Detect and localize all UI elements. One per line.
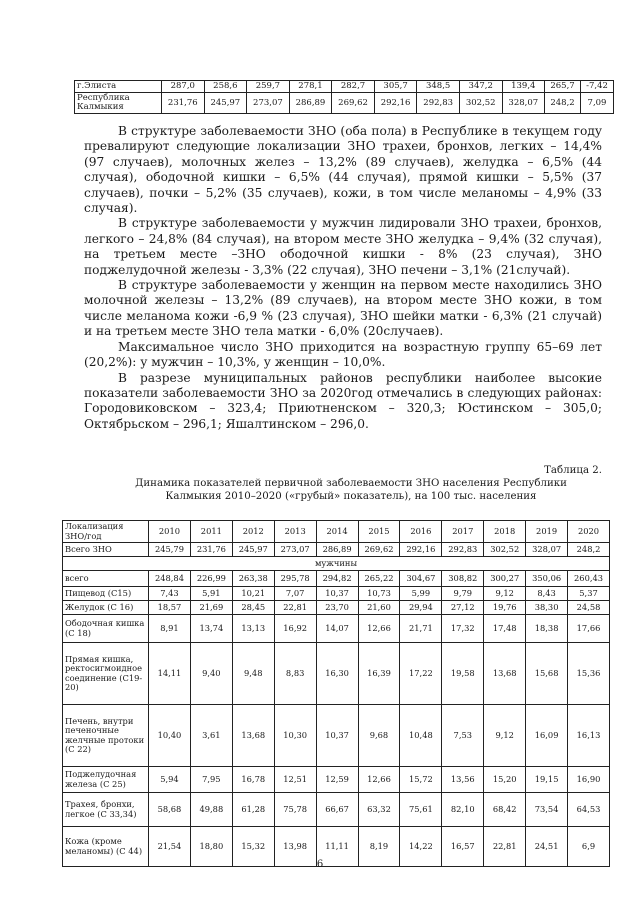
table-cell: 9,79 [442, 587, 484, 601]
table-cell: 9,12 [484, 705, 526, 767]
table-cell: 49,88 [190, 793, 232, 827]
body-text [84, 124, 602, 432]
table-row [63, 793, 610, 827]
paragraph: В разрезе муниципальных районов республики наиболее высокие показатели заболеваемости ЗНО за 2020год отмечались в следующих районах: Городовиковском – 323,4; Приютненском – 320,3; Юстинском – 305,0; Октябрьском – 296,1; Яшалтинском – 296,0. [84, 370, 602, 431]
table-cell: 292,83 [442, 543, 484, 557]
table-cell: 17,66 [568, 615, 610, 643]
page-number: 6 [316, 859, 324, 870]
table-cell: 295,78 [274, 571, 316, 587]
table-cell: 16,90 [568, 767, 610, 793]
table-row [63, 571, 610, 587]
table-cell: 21,69 [190, 601, 232, 615]
table-cell: 61,28 [232, 793, 274, 827]
paragraph: В структуре заболеваемости у женщин на первом месте находились ЗНО молочной железы – 13,2% (89 случаев), на втором месте ЗНО кожи, в том числе меланома кожи -6,9 % (23 случая), ЗНО шейки матки - 6,3% (21 случай) и на третьем месте ЗНО тела матки - 6,0% (20случаев). [84, 278, 602, 339]
table-cell: 269,62 [358, 543, 400, 557]
table-cell: 16,92 [274, 615, 316, 643]
row-label: Поджелудочная железа (С 25) [63, 767, 149, 793]
table-cell: 9,68 [358, 705, 400, 767]
table-cell: 21,71 [400, 615, 442, 643]
table-cell: 7,43 [149, 587, 191, 601]
table-cell: 66,67 [316, 793, 358, 827]
table-cell: 16,09 [526, 705, 568, 767]
top-table [74, 80, 614, 114]
table-cell: 231,76 [162, 93, 205, 114]
year-header: 2014 [316, 521, 358, 543]
table-cell: 63,32 [358, 793, 400, 827]
table-cell: 8,43 [526, 587, 568, 601]
table-row [63, 587, 610, 601]
table-cell: 29,94 [400, 601, 442, 615]
row-label: г.Элиста [75, 81, 162, 93]
table-cell: 226,99 [190, 571, 232, 587]
header-row [63, 521, 610, 543]
row-label: Печень, внутри печеночные желчные протоки (С 22) [63, 705, 149, 767]
table-cell: 139,4 [502, 81, 545, 93]
row-label: Желудок (С 16) [63, 601, 149, 615]
table-cell: 231,76 [190, 543, 232, 557]
year-header: 2012 [232, 521, 274, 543]
table-cell: 16,78 [232, 767, 274, 793]
table-cell: 265,7 [545, 81, 581, 93]
table-cell: 282,7 [332, 81, 375, 93]
table-cell: 15,20 [484, 767, 526, 793]
paragraph: Максимальное число ЗНО приходится на возрастную группу 65–69 лет (20,2%): у мужчин – 10,3%, у женщин – 10,0%. [84, 339, 602, 370]
table-cell: 22,81 [484, 827, 526, 867]
table-cell: 13,68 [484, 643, 526, 705]
table-caption [100, 464, 602, 503]
table-cell: 292,16 [374, 93, 417, 114]
table-row [63, 643, 610, 705]
table-cell: 6,9 [568, 827, 610, 867]
table-cell: 16,13 [568, 705, 610, 767]
table-cell: 10,37 [316, 587, 358, 601]
table-cell: 23,70 [316, 601, 358, 615]
table-cell: 8,91 [149, 615, 191, 643]
table-cell: 75,61 [400, 793, 442, 827]
table-cell: 245,97 [232, 543, 274, 557]
paragraph: В структуре заболеваемости ЗНО (оба пола) в Республике в текущем году превалируют следующие локализации ЗНО трахеи, бронхов, легких – 14,4% (97 случаев), молочных желез – 13,2% (89 случаев), желудка – 6,5% (44 случая), ободочной кишки – 6,5% (44 случая), прямой кишки – 5,5% (37 случаев), почки – 5,2% (35 случаев), кожи, в том числе меланомы – 4,9% (33 случая). [84, 124, 602, 216]
table-cell: 304,67 [400, 571, 442, 587]
table-cell: 68,42 [484, 793, 526, 827]
table-cell: 64,53 [568, 793, 610, 827]
table-cell: 28,45 [232, 601, 274, 615]
table-cell: 16,39 [358, 643, 400, 705]
table-cell: 21,54 [149, 827, 191, 867]
table-cell: 10,40 [149, 705, 191, 767]
row-label: Республика Калмыкия [75, 93, 162, 114]
table-cell: 300,27 [484, 571, 526, 587]
total-row [63, 543, 610, 557]
table-cell: 13,13 [232, 615, 274, 643]
table-cell: 13,98 [274, 827, 316, 867]
table-row [63, 615, 610, 643]
table-cell: 245,97 [204, 93, 247, 114]
table-cell: 22,81 [274, 601, 316, 615]
table-cell: 15,36 [568, 643, 610, 705]
table-cell: 15,32 [232, 827, 274, 867]
table-cell: 38,30 [526, 601, 568, 615]
table-row [63, 767, 610, 793]
table-cell: 308,82 [442, 571, 484, 587]
table-cell: 21,60 [358, 601, 400, 615]
table-cell: 14,07 [316, 615, 358, 643]
row-label: Кожа (кроме меланомы) (С 44) [63, 827, 149, 867]
table-cell: 17,32 [442, 615, 484, 643]
table-cell: 15,68 [526, 643, 568, 705]
section-label: мужчины [63, 557, 610, 571]
table-cell: 27,12 [442, 601, 484, 615]
table-cell: 265,22 [358, 571, 400, 587]
table-cell: 75,78 [274, 793, 316, 827]
year-header: 2015 [358, 521, 400, 543]
table-cell: 287,0 [162, 81, 205, 93]
table-cell: 8,19 [358, 827, 400, 867]
table-cell: 13,56 [442, 767, 484, 793]
row-label: Всего ЗНО [63, 543, 149, 557]
table-row [75, 81, 614, 93]
row-label: Ободочная кишка (С 18) [63, 615, 149, 643]
table-cell: 19,58 [442, 643, 484, 705]
table-cell: 10,37 [316, 705, 358, 767]
table-cell: 263,38 [232, 571, 274, 587]
table-caption-line: Динамика показателей первичной заболеваемости ЗНО населения Республики [135, 478, 567, 489]
table-cell: 5,94 [149, 767, 191, 793]
table-cell: 16,30 [316, 643, 358, 705]
table-cell: 248,2 [545, 93, 581, 114]
table-cell: 24,51 [526, 827, 568, 867]
table-cell: 18,38 [526, 615, 568, 643]
table-cell: 7,53 [442, 705, 484, 767]
table-cell: 294,82 [316, 571, 358, 587]
table-cell: 12,66 [358, 767, 400, 793]
table-cell: -7,42 [581, 81, 614, 93]
table-cell: 259,7 [247, 81, 290, 93]
table-cell: 260,43 [568, 571, 610, 587]
table-cell: 286,89 [289, 93, 332, 114]
table-cell: 82,10 [442, 793, 484, 827]
year-header: 2020 [568, 521, 610, 543]
table-cell: 347,2 [459, 81, 502, 93]
table-cell: 7,09 [581, 93, 614, 114]
table-cell: 19,15 [526, 767, 568, 793]
table-cell: 269,62 [332, 93, 375, 114]
table-cell: 7,95 [190, 767, 232, 793]
table-cell: 13,74 [190, 615, 232, 643]
table-cell: 12,51 [274, 767, 316, 793]
row-label: Трахея, бронхи, легкое (С 33,34) [63, 793, 149, 827]
table-cell: 58,68 [149, 793, 191, 827]
table-cell: 302,52 [484, 543, 526, 557]
row-label: Прямая кишка, ректосигмоидное соединение (С19-20) [63, 643, 149, 705]
table-cell: 273,07 [247, 93, 290, 114]
table-cell: 245,79 [149, 543, 191, 557]
table-number: Таблица 2. [544, 465, 602, 476]
year-header: 2013 [274, 521, 316, 543]
table-cell: 258,6 [204, 81, 247, 93]
table-caption-line: Калмыкия 2010–2020 («грубый» показатель), на 100 тыс. населения [165, 491, 537, 502]
table-cell: 292,16 [400, 543, 442, 557]
year-header: 2019 [526, 521, 568, 543]
table-cell: 24,58 [568, 601, 610, 615]
table-cell: 19,76 [484, 601, 526, 615]
table-cell: 5,91 [190, 587, 232, 601]
table-cell: 9,48 [232, 643, 274, 705]
table-cell: 302,52 [459, 93, 502, 114]
table-cell: 5,37 [568, 587, 610, 601]
table-cell: 14,11 [149, 643, 191, 705]
table-cell: 248,84 [149, 571, 191, 587]
year-header: 2016 [400, 521, 442, 543]
table-cell: 10,48 [400, 705, 442, 767]
table-row [63, 601, 610, 615]
table-cell: 8,83 [274, 643, 316, 705]
table-cell: 248,2 [568, 543, 610, 557]
table-cell: 17,48 [484, 615, 526, 643]
table-cell: 12,59 [316, 767, 358, 793]
incidence-table [62, 520, 610, 867]
table-cell: 18,80 [190, 827, 232, 867]
table-row [75, 93, 614, 114]
table-cell: 10,73 [358, 587, 400, 601]
table-cell: 13,68 [232, 705, 274, 767]
table-cell: 9,12 [484, 587, 526, 601]
table-cell: 9,40 [190, 643, 232, 705]
table-cell: 10,30 [274, 705, 316, 767]
table-cell: 278,1 [289, 81, 332, 93]
table-cell: 292,83 [417, 93, 460, 114]
table-cell: 348,5 [417, 81, 460, 93]
year-header: 2010 [149, 521, 191, 543]
table-cell: 11,11 [316, 827, 358, 867]
table-cell: 328,07 [526, 543, 568, 557]
table-cell: 18,57 [149, 601, 191, 615]
header-label: Локализация ЗНО/год [63, 521, 149, 543]
table-cell: 305,7 [374, 81, 417, 93]
table-cell: 3,61 [190, 705, 232, 767]
paragraph: В структуре заболеваемости у мужчин лидировали ЗНО трахеи, бронхов, легкого – 24,8% (84 случая), на втором месте ЗНО желудка – 9,4% (32 случая), на третьем месте –ЗНО ободочной кишки - 8% (23 случая), ЗНО поджелудочной железы - 3,3% (22 случая), ЗНО печени – 3,1% (21случай). [84, 216, 602, 277]
table-cell: 17,22 [400, 643, 442, 705]
table-cell: 350,06 [526, 571, 568, 587]
table-cell: 273,07 [274, 543, 316, 557]
row-label: Пищевод (С15) [63, 587, 149, 601]
table-cell: 10,21 [232, 587, 274, 601]
section-row [63, 557, 610, 571]
row-label: всего [63, 571, 149, 587]
table-cell: 15,72 [400, 767, 442, 793]
table-cell: 328,07 [502, 93, 545, 114]
table-cell: 286,89 [316, 543, 358, 557]
table-cell: 73,54 [526, 793, 568, 827]
year-header: 2011 [190, 521, 232, 543]
table-cell: 14,22 [400, 827, 442, 867]
table-cell: 12,66 [358, 615, 400, 643]
table-cell: 7,07 [274, 587, 316, 601]
year-header: 2017 [442, 521, 484, 543]
table-cell: 16,57 [442, 827, 484, 867]
table-cell: 5,99 [400, 587, 442, 601]
table-row [63, 705, 610, 767]
year-header: 2018 [484, 521, 526, 543]
